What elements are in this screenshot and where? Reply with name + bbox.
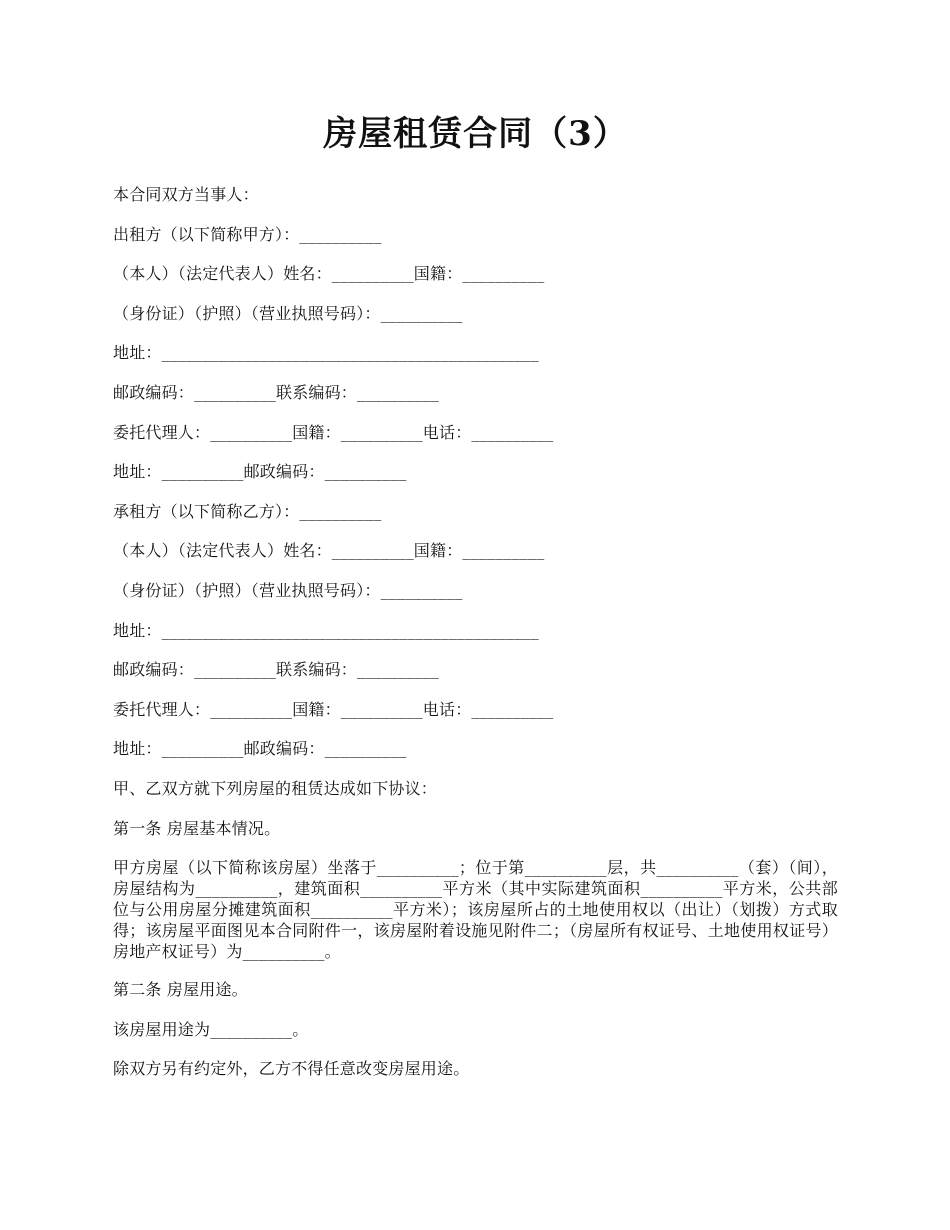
lessee-agent: 委托代理人：__________国籍：__________电话：__________: [113, 699, 554, 719]
lessee-postal-contact: 邮政编码：__________联系编码：__________: [113, 660, 440, 680]
lessor-name-nationality: （本人）（法定代表人）姓名：__________国籍：__________: [113, 264, 545, 284]
document-title: 房屋租赁合同（3）: [323, 114, 628, 154]
article-2-use: 该房屋用途为__________。: [113, 1019, 309, 1039]
lessee-heading: 承租方（以下简称乙方）：__________: [113, 501, 382, 521]
lessor-postal-contact: 邮政编码：__________联系编码：__________: [113, 382, 440, 402]
lessee-name-nationality: （本人）（法定代表人）姓名：__________国籍：__________: [113, 541, 545, 561]
article-1-body: 甲方房屋（以下简称该房屋）坐落于__________；位于第__________层，共__________（套）（间），房屋结构为__________，建筑面积__________平方米（其中实际建筑面积__________平方米，公共部位与公用房屋分摊建筑面积__________平方米）；该房屋所占的土地使用权以（出让）（划拨）方式取得；该房屋平面图见本合同附件一，该房屋附着设施见附件二；（房屋所有权证号、土地使用权证号）房地产权证号）为__________。: [113, 858, 838, 962]
lessor-id-number: （身份证）（护照）（营业执照号码）：__________: [113, 303, 463, 323]
lessee-id-number: （身份证）（护照）（营业执照号码）：__________: [113, 580, 463, 600]
lessor-agent: 委托代理人：__________国籍：__________电话：__________: [113, 422, 554, 442]
article-1-heading: 第一条 房屋基本情况。: [113, 818, 281, 838]
lessor-address: 地址：______________________________________________: [113, 343, 539, 363]
parties-intro: 本合同双方当事人：: [113, 185, 259, 204]
article-2-restriction: 除双方另有约定外，乙方不得任意改变房屋用途。: [113, 1059, 470, 1079]
lessor-agent-address: 地址：__________邮政编码：__________: [113, 462, 407, 482]
article-2-heading: 第二条 房屋用途。: [113, 980, 248, 1000]
agreement-intro: 甲、乙双方就下列房屋的租赁达成如下协议：: [113, 778, 438, 798]
lessee-address: 地址：______________________________________________: [113, 620, 539, 640]
lessee-agent-address: 地址：__________邮政编码：__________: [113, 739, 407, 759]
lessor-heading: 出租方（以下简称甲方）：__________: [113, 224, 382, 244]
